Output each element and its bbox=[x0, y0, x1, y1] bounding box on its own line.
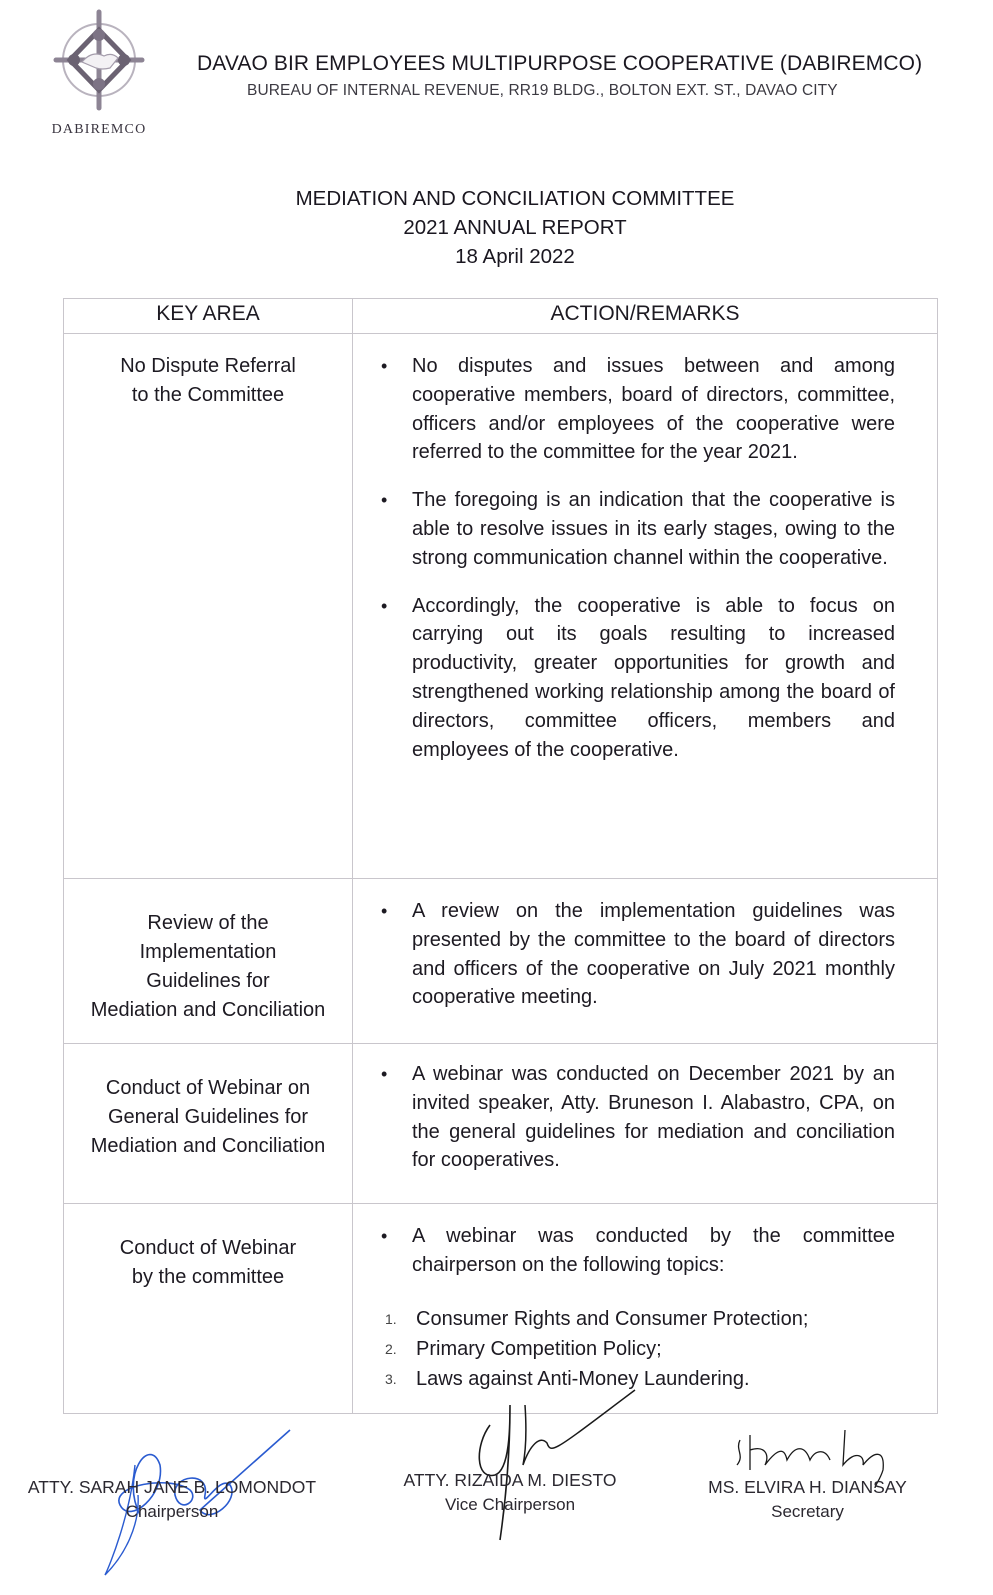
bullet-text: Accordingly, the cooperative is able to focus on carrying out its goals resulting to increased productivity, greater opportunities for growth and strengthened working relationship among the board of directors, committee officers, members and employees of the cooperative. bbox=[412, 594, 895, 761]
key-area-line: General Guidelines for bbox=[107, 1106, 309, 1128]
key-area-cell bbox=[64, 334, 353, 879]
bullet-text: A webinar was conducted on December 2021 by an invited speaker, Atty. Bruneson I. Alabastro, CPA, on the general guidelines for mediation and conciliation for cooperatives. bbox=[412, 1063, 895, 1172]
vice-chairperson-signature bbox=[455, 1385, 645, 1545]
bullet-text: A review on the implementation guidelines was presented by the committee to the board of directors and officers of the cooperative on July 2021 monthly cooperative meeting. bbox=[412, 900, 895, 1009]
signatory-vice-chairperson bbox=[390, 1470, 630, 1515]
action-remarks-header: ACTION/REMARKS bbox=[353, 299, 938, 334]
key-area-line: Implementation bbox=[139, 941, 277, 963]
signatory-name: MS. ELVIRA H. DIANSAY bbox=[708, 1477, 907, 1497]
committee-title: MEDIATION AND CONCILIATION COMMITTEE bbox=[295, 187, 735, 210]
cooperative-logo bbox=[34, 8, 164, 138]
report-table bbox=[63, 298, 938, 1414]
organization-address: BUREAU OF INTERNAL REVENUE, RR19 BLDG., BOLTON EXT. ST., DAVAO CITY bbox=[247, 82, 838, 99]
action-remarks-cell bbox=[353, 334, 938, 879]
bullet-item bbox=[381, 1222, 895, 1280]
handshake-emblem-icon bbox=[52, 8, 146, 118]
bullet-text: The foregoing is an indication that the cooperative is able to resolve issues in its early stages, owing to the strong communication channel within the cooperative. bbox=[412, 489, 895, 569]
document-title-block bbox=[200, 184, 830, 271]
action-remarks-cell bbox=[353, 879, 938, 1044]
bullet-icon: • bbox=[381, 490, 388, 511]
key-area-cell bbox=[64, 879, 353, 1044]
bullet-icon: • bbox=[381, 595, 388, 616]
signatory-chairperson bbox=[22, 1477, 322, 1522]
report-title: 2021 ANNUAL REPORT bbox=[403, 216, 627, 239]
topic-number: 3. bbox=[385, 1370, 397, 1387]
key-area-line: Conduct of Webinar bbox=[119, 1237, 297, 1259]
report-date: 18 April 2022 bbox=[455, 245, 575, 268]
key-area-cell bbox=[64, 1204, 353, 1414]
table-row bbox=[64, 879, 938, 1044]
key-area-line: Mediation and Conciliation bbox=[90, 1135, 326, 1157]
bullet-text: No disputes and issues between and among cooperative members, board of directors, committee, officers and/or employees of the cooperative were referred to the committee for the year 2021. bbox=[412, 355, 895, 464]
bullet-item bbox=[381, 486, 895, 572]
signatory-role: Secretary bbox=[771, 1502, 844, 1521]
bullet-icon: • bbox=[381, 1064, 388, 1084]
signatory-name: ATTY. SARAH JANE B. LOMONDOT bbox=[27, 1477, 317, 1497]
key-area-line: Review of the bbox=[147, 912, 269, 934]
topics-list bbox=[381, 1304, 895, 1394]
key-area-line: Mediation and Conciliation bbox=[90, 999, 326, 1021]
table-row bbox=[64, 1204, 938, 1414]
signatory-role: Vice Chairperson bbox=[444, 1495, 576, 1514]
key-area-header: KEY AREA bbox=[64, 299, 353, 334]
topic-text: Primary Competition Policy; bbox=[416, 1337, 662, 1360]
bullet-item bbox=[381, 352, 895, 467]
topic-number: 1. bbox=[385, 1310, 397, 1327]
key-area-line: No Dispute Referral bbox=[120, 355, 296, 377]
bullet-text: A webinar was conducted by the committee chairperson on the following topics: bbox=[412, 1225, 895, 1276]
topic-text: Laws against Anti-Money Laundering. bbox=[416, 1367, 750, 1390]
action-remarks-cell bbox=[353, 1044, 938, 1204]
key-area-line: Conduct of Webinar on bbox=[105, 1077, 311, 1099]
signatory-secretary bbox=[700, 1477, 915, 1522]
bullet-item bbox=[381, 592, 895, 765]
bullet-icon: • bbox=[381, 356, 388, 376]
key-area-line: to the Committee bbox=[131, 384, 285, 406]
bullet-icon: • bbox=[381, 901, 388, 921]
organization-name: DAVAO BIR EMPLOYEES MULTIPURPOSE COOPERATIVE (DABIREMCO) bbox=[197, 52, 923, 75]
bullet-item bbox=[381, 1060, 895, 1175]
topic-number: 2. bbox=[385, 1340, 397, 1357]
signatory-name: ATTY. RIZAIDA M. DIESTO bbox=[403, 1470, 617, 1490]
key-area-cell bbox=[64, 1044, 353, 1204]
signatory-role: Chairperson bbox=[125, 1502, 219, 1521]
table-row bbox=[64, 1044, 938, 1204]
key-area-line: Guidelines for bbox=[146, 970, 270, 992]
topic-item bbox=[381, 1334, 895, 1364]
table-header-row bbox=[64, 299, 938, 334]
logo-wordmark: DABIREMCO bbox=[51, 122, 147, 137]
topic-item bbox=[381, 1304, 895, 1334]
key-area-line: by the committee bbox=[131, 1266, 285, 1288]
bullet-icon: • bbox=[381, 1226, 388, 1246]
topic-text: Consumer Rights and Consumer Protection; bbox=[416, 1307, 809, 1330]
bullet-item bbox=[381, 897, 895, 1012]
action-remarks-cell bbox=[353, 1204, 938, 1414]
table-row bbox=[64, 334, 938, 879]
